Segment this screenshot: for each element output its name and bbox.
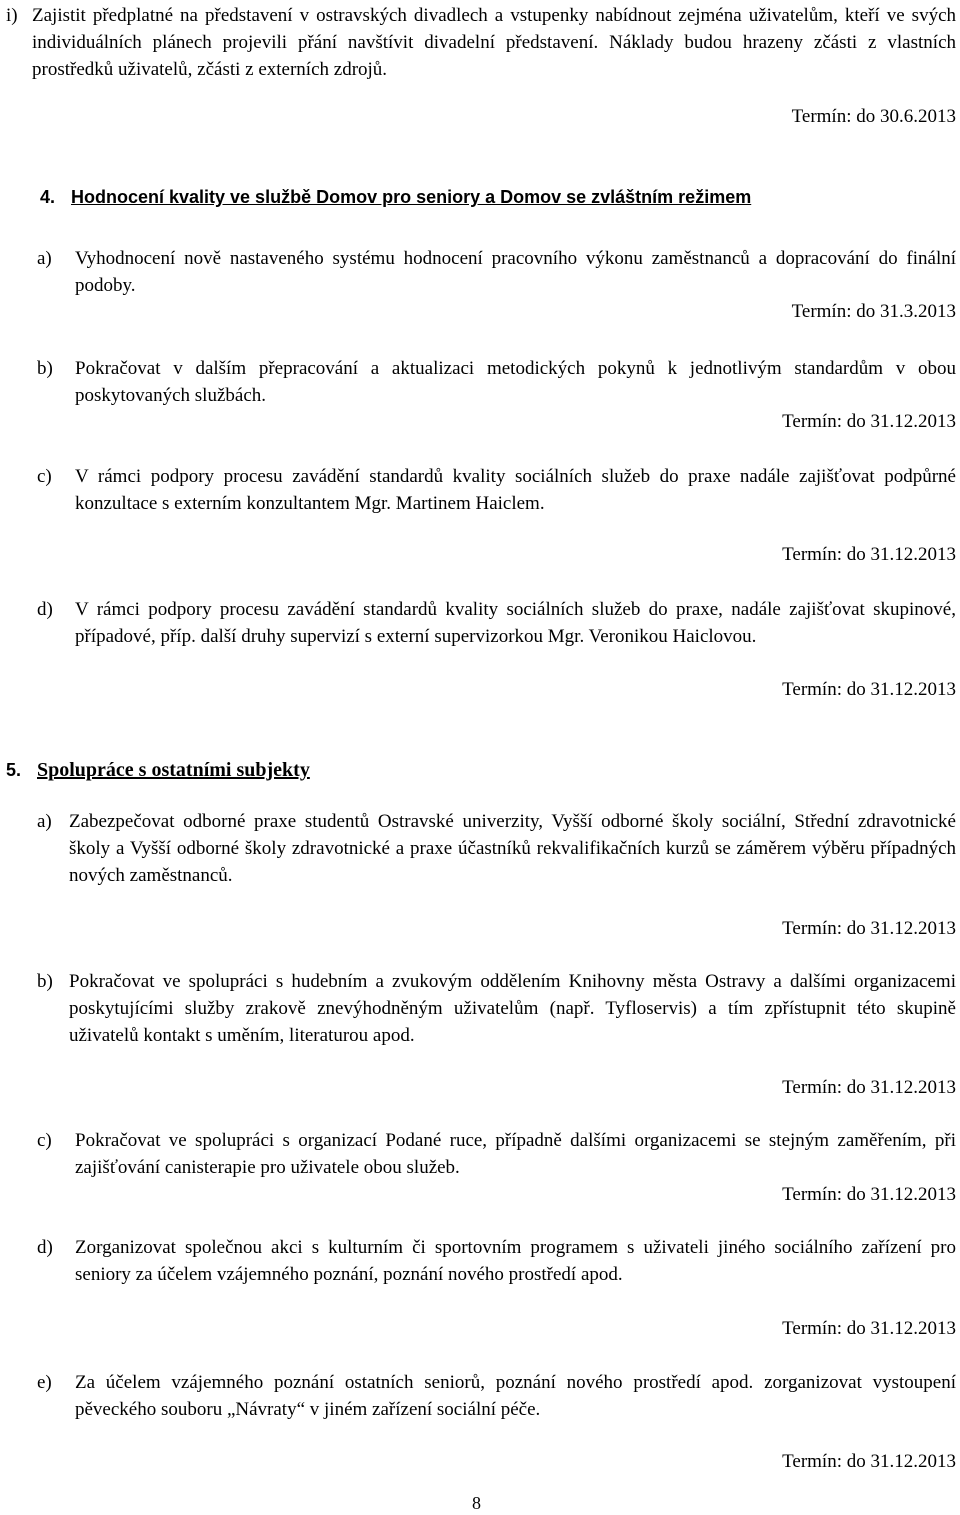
item-marker: a) <box>37 248 52 269</box>
item-text: Zabezpečovat odborné praxe studentů Ostravské univerzity, Vyšší odborné školy sociální, Střední zdravotnické školy a Vyšší odborné školy zdravotnické a praxe účastníků rekvalifikačních kurzů se záměrem výběru případných nových zaměstnanců. <box>69 811 956 886</box>
list-item-5d <box>37 1234 956 1288</box>
section-number: 5. <box>6 760 22 780</box>
item-text: Pokračovat ve spolupráci s hudebním a zvukovým oddělením Knihovny města Ostravy a dalšími organizacemi poskytujícími služby zrakově znevýhodněným uživatelům (např. Tyfloservis) a tím zpřístupnit této skupině uživatelů kontakt s uměním, literaturou apod. <box>69 971 956 1046</box>
item-text: Vyhodnocení nově nastaveného systému hodnocení pracovního výkonu zaměstnanců a dopracování do finální podoby. <box>75 248 956 296</box>
deadline-text: Termín: do 31.12.2013 <box>782 411 956 432</box>
section-title: Hodnocení kvality ve službě Domov pro seniory a Domov se zvláštním režimem <box>71 187 752 207</box>
item-marker: b) <box>37 358 53 379</box>
item-marker: a) <box>37 811 52 832</box>
page-number: 8 <box>472 1493 481 1513</box>
list-item-4c <box>37 463 956 517</box>
deadline-text: Termín: do 31.12.2013 <box>782 1451 956 1472</box>
list-item-5c <box>37 1127 956 1181</box>
list-item-i <box>6 2 956 83</box>
deadline-text: Termín: do 31.12.2013 <box>782 918 956 939</box>
item-text: Pokračovat v dalším přepracování a aktualizaci metodických pokynů k jednotlivým standardům v obou poskytovaných službách. <box>75 358 956 406</box>
item-text: Pokračovat ve spolupráci s organizací Podané ruce, případně dalšími organizacemi se stejným zaměřením, při zajišťování canisterapie pro uživatele obou služeb. <box>75 1130 956 1178</box>
list-item-4b <box>37 355 956 409</box>
list-item-5e <box>37 1369 956 1423</box>
item-text: Zorganizovat společnou akci s kulturním či sportovním programem s uživateli jiného sociálního zařízení pro seniory za účelem vzájemného poznání, poznání nového prostředí apod. <box>75 1237 956 1285</box>
section-heading-4 <box>40 185 751 209</box>
section-heading-5 <box>6 758 310 782</box>
section-title: Spolupráce s ostatními subjekty <box>37 759 310 781</box>
item-text: V rámci podpory procesu zavádění standardů kvality sociálních služeb do praxe nadále zajišťovat podpůrné konzultace s externím konzultantem Mgr. Martinem Haiclem. <box>75 466 956 514</box>
deadline-text: Termín: do 31.12.2013 <box>782 1077 956 1098</box>
list-item-4d <box>37 596 956 650</box>
deadline-text: Termín: do 31.12.2013 <box>782 544 956 565</box>
item-marker: e) <box>37 1372 52 1393</box>
item-marker: c) <box>37 466 52 487</box>
deadline-text: Termín: do 30.6.2013 <box>791 106 956 127</box>
item-text: Zajistit předplatné na představení v ostravských divadlech a vstupenky nabídnout zejména uživatelům, kteří ve svých individuálních plánech projevili přání navštívit divadelní představení. Náklady budou hrazeny zčásti z vlastních prostředků uživatelů, zčásti z externích zdrojů. <box>32 5 956 80</box>
item-text: V rámci podpory procesu zavádění standardů kvality sociálních služeb do praxe, nadále zajišťovat skupinové, případové, příp. další druhy supervizí s externí supervizorkou Mgr. Veronikou Haiclovou. <box>75 599 956 647</box>
list-item-4a <box>37 245 956 299</box>
item-marker: d) <box>37 1237 53 1258</box>
deadline-text: Termín: do 31.12.2013 <box>782 1318 956 1339</box>
deadline-text: Termín: do 31.12.2013 <box>782 1184 956 1205</box>
item-marker: c) <box>37 1130 52 1151</box>
item-marker: b) <box>37 971 53 992</box>
deadline-text: Termín: do 31.12.2013 <box>782 679 956 700</box>
deadline-text: Termín: do 31.3.2013 <box>791 301 956 322</box>
section-number: 4. <box>40 187 56 207</box>
item-marker: i) <box>6 5 18 26</box>
item-text: Za účelem vzájemného poznání ostatních seniorů, poznání nového prostředí apod. zorganizovat vystoupení pěveckého souboru „Návraty“ v jiném zařízení sociální péče. <box>75 1372 956 1420</box>
item-marker: d) <box>37 599 53 620</box>
list-item-5b <box>37 968 956 1049</box>
list-item-5a <box>37 808 956 889</box>
